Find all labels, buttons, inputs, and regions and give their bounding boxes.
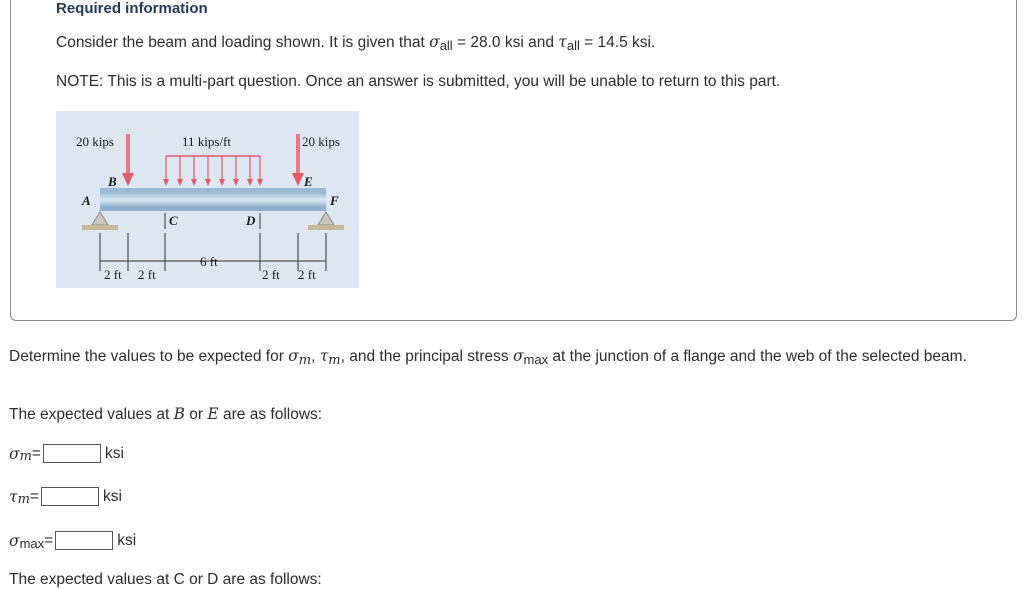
question-text: Determine the values to be expected for σm, τm, and the principal stress σmax at the junction of a flange and the web of the selected beam. — [9, 347, 967, 368]
beam-diagram-svg — [56, 111, 359, 288]
next-section-text: The expected values at C or D are as follows: — [9, 571, 322, 588]
expected-values-intro: The expected values at B or E are as follows: — [9, 405, 323, 423]
support-f — [308, 212, 344, 230]
support-a — [82, 212, 118, 230]
beam-diagram — [56, 111, 359, 288]
answer-row-tau-m: τ m = ksi — [9, 487, 122, 507]
i-beam — [100, 188, 326, 211]
dim-de: 2 ft — [262, 267, 280, 282]
label-point-a: A — [82, 193, 91, 208]
label-dist-load: 11 kips/ft — [182, 134, 231, 149]
label-point-b: B — [108, 174, 117, 189]
label-point-f: F — [330, 193, 339, 208]
label-load-e: 20 kips — [302, 134, 340, 149]
dim-ab: 2 ft — [104, 267, 122, 282]
tau-symbol: τ — [558, 33, 567, 51]
sigma-m-input[interactable] — [43, 444, 101, 463]
label-point-e: E — [304, 174, 313, 189]
label-point-c: C — [169, 213, 178, 228]
sigma-max-input[interactable] — [55, 531, 113, 550]
dim-cd: 6 ft — [200, 254, 218, 269]
distributed-load-arrows — [163, 156, 263, 186]
required-info-title: Required information — [56, 0, 208, 17]
dim-bc: 2 ft — [138, 267, 156, 282]
label-load-b: 20 kips — [76, 134, 114, 149]
multi-part-note: NOTE: This is a multi-part question. Once an answer is submitted, you will be unable to return to this part. — [56, 73, 781, 90]
sigma-symbol: σ — [429, 33, 440, 51]
load-arrow-b — [122, 134, 134, 186]
given-statement: Consider the beam and loading shown. It is given that σall = 28.0 ksi and τall = 14.5 ksi. — [56, 33, 656, 53]
answer-row-sigma-max: σ max = ksi — [9, 531, 137, 551]
label-point-d: D — [246, 213, 256, 228]
answer-row-sigma-m: σ m = ksi — [9, 444, 124, 464]
dim-ef: 2 ft — [298, 267, 316, 282]
tau-m-input[interactable] — [41, 487, 99, 506]
